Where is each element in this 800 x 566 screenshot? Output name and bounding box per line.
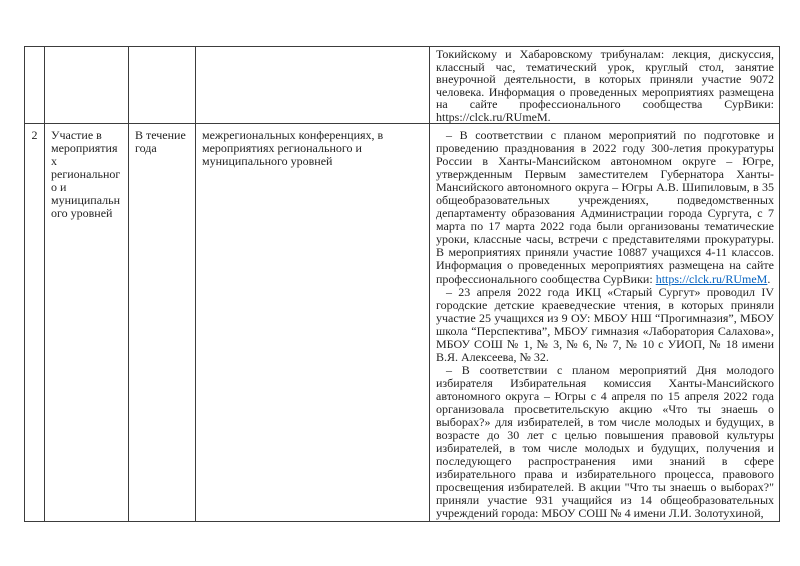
period-cell: В течение года — [135, 128, 186, 156]
table-row — [25, 124, 780, 522]
activities-report-table — [24, 46, 780, 522]
events-cell — [196, 47, 429, 123]
report-cell — [430, 47, 779, 123]
report-text: . — [767, 271, 771, 286]
row-number-cell — [25, 47, 44, 123]
table-row-continued — [25, 47, 780, 124]
activity-cell — [45, 47, 128, 123]
report-paragraph: – В соответствии с планом мероприятий Дня молодого избирателя Избирательная комиссия Ханты-Мансийского автономного округа – Югры с 4 апреля по 15 апреля 2022 года организовала просветительскую акцию «Что ты знаешь о выборах?» для избирателей, в том числе молодых и будущих, в возрасте до 30 лет с целью повышения правовой культуры избирателей, в том числе молодых и будущих, получения и последующего распространения ими знаний в сфере избирательного права и избирательного процесса, правового просвещения избирателей. В акции "Что ты знаешь о выборах?" приняли участие 931 учащийся из 14 общеобразовательных учреждений города: МБОУ СОШ № 4 имени Л.И. Золотухиной, — [436, 362, 774, 521]
events-cell: межрегиональных конференциях, в мероприятиях регионального и муниципального уровней — [202, 128, 384, 169]
row-number-cell: 2 — [31, 128, 38, 142]
report-paragraph: – 23 апреля 2022 года ИКЦ «Старый Сургут» проводил IV городские детские краеведческие чтения, в которых приняли участие 25 учащихся из 9 ОУ: МБОУ НШ “Прогимназия”, МБОУ школа “Перспектива”, МБОУ гимназия «Лаборатория Салахова», МБОУ СОШ № 1, № 3, № 6, № 7, № 10 с УИОП, № 18 имени В.Я. Алексеева, № 32. — [436, 284, 774, 364]
activity-cell: Участие в мероприятиях регионального и муниципального уровней — [51, 128, 121, 221]
report-paragraph — [436, 129, 774, 286]
report-text: – В соответствии с планом мероприятий по подготовке и проведению празднования в 2022 году 300-летия прокуратуры России в Ханты-Мансийском автономном округе – Югре, утвержденным Первым заместителем Губернатора Ханты-Мансийского автономного округа – Югры А.В. Шипиловым, в 35 общеобразовательных учреждениях, подведомственных департаменту образования Администрации города Сургута, с 7 марта по 17 марта 2022 года были организованы тематические уроки, классные часы, встречи с представителями прокуратуры. В мероприятиях приняли участие 10887 учащихся 4-11 классов. Информация о проведенных мероприятиях размещена на сайте профессионального сообщества СурВики: — [436, 128, 774, 286]
report-paragraph: Токийскому и Хабаровскому трибуналам: лекция, дискуссия, классный час, тематический урок, круглый стол, занятие внеурочной деятельности, в которых приняли участие 9072 человека. Информация о проведенных мероприятиях размещена на сайте профессионального сообщества СурВики: https://clck.ru/RUmeM. — [436, 47, 774, 123]
surviki-link[interactable]: https://clck.ru/RUmeM — [655, 271, 768, 286]
report-cell — [430, 124, 779, 521]
period-cell — [129, 47, 195, 123]
